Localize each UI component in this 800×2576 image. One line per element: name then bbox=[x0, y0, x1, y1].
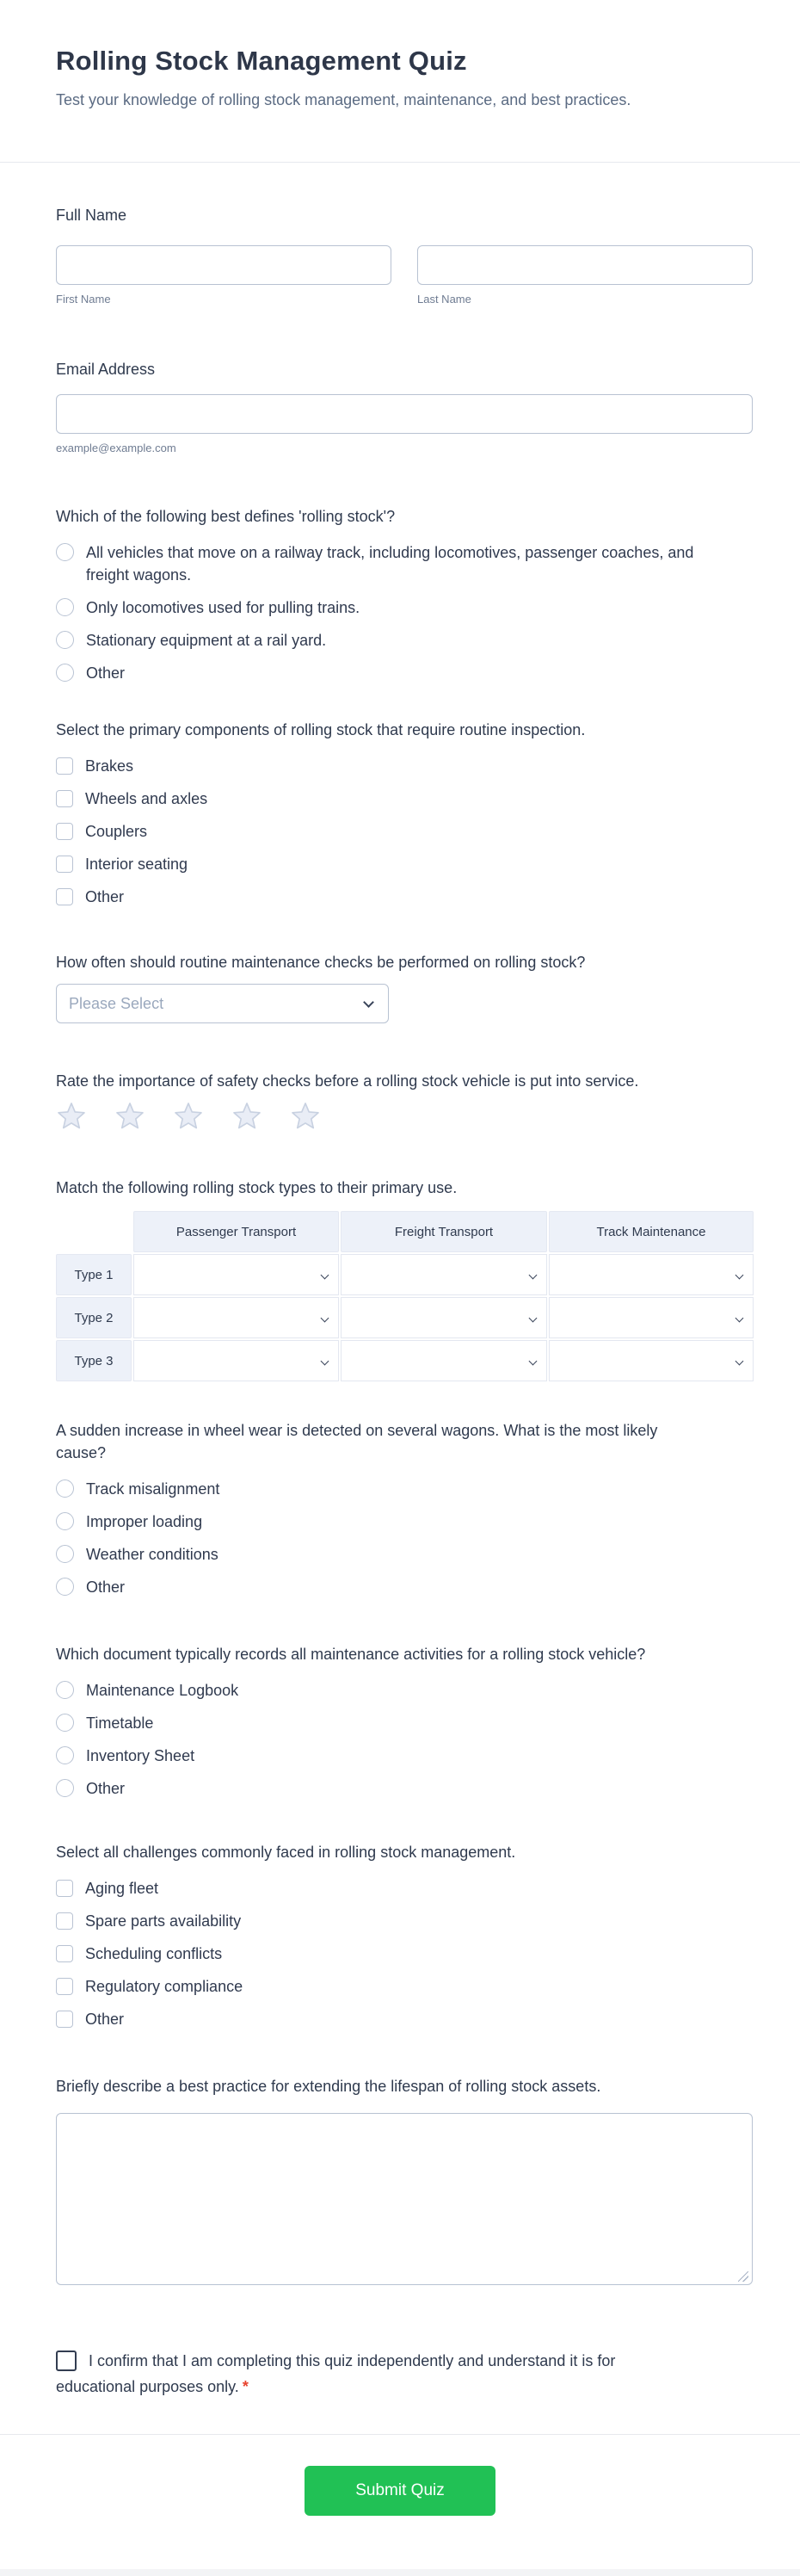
checkbox-option[interactable]: Other bbox=[56, 886, 753, 908]
checkbox-icon[interactable] bbox=[56, 2011, 73, 2028]
checkbox-option[interactable]: Aging fleet bbox=[56, 1877, 753, 1900]
question-label: Rate the importance of safety checks before a rolling stock vehicle is put into service. bbox=[56, 1072, 639, 1090]
chevron-down-icon bbox=[529, 1271, 538, 1280]
question-label: How often should routine maintenance checks be performed on rolling stock? bbox=[56, 954, 586, 971]
form-body bbox=[0, 204, 800, 2400]
checkbox-option-list bbox=[56, 755, 753, 908]
question-management-challenges bbox=[56, 1841, 753, 2030]
chevron-down-icon bbox=[529, 1314, 538, 1323]
checkbox-option[interactable]: Other bbox=[56, 2008, 753, 2030]
form-header bbox=[0, 0, 800, 110]
radio-button-icon[interactable] bbox=[56, 598, 74, 616]
first-name-input[interactable] bbox=[56, 245, 391, 285]
email-input[interactable] bbox=[56, 394, 753, 434]
question-components-inspection bbox=[56, 719, 753, 908]
matrix-column-header: Passenger Transport bbox=[133, 1211, 339, 1252]
checkbox-icon[interactable] bbox=[56, 888, 73, 905]
radio-button-icon[interactable] bbox=[56, 1578, 74, 1596]
confirm-label: I confirm that I am completing this quiz independently and understand it is for educational purposes only. bbox=[56, 2352, 616, 2395]
chevron-down-icon bbox=[735, 1314, 744, 1323]
chevron-down-icon bbox=[735, 1357, 744, 1366]
name-fields-row bbox=[56, 245, 753, 306]
radio-button-icon[interactable] bbox=[56, 1746, 74, 1764]
question-match-types bbox=[56, 1177, 753, 1381]
matrix-cell-select[interactable] bbox=[341, 1297, 547, 1338]
radio-button-icon[interactable] bbox=[56, 664, 74, 682]
question-label: Match the following rolling stock types to their primary use. bbox=[56, 1179, 458, 1196]
textarea-wrap bbox=[56, 2113, 753, 2289]
checkbox-icon[interactable] bbox=[56, 1880, 73, 1897]
matrix-table bbox=[56, 1211, 752, 1381]
checkbox-icon[interactable] bbox=[56, 757, 73, 775]
checkbox-icon[interactable] bbox=[56, 856, 73, 873]
checkbox-option[interactable]: Couplers bbox=[56, 820, 753, 843]
best-practice-textarea[interactable] bbox=[56, 2113, 753, 2285]
checkbox-option[interactable]: Scheduling conflicts bbox=[56, 1943, 753, 1965]
radio-option[interactable]: Maintenance Logbook bbox=[56, 1679, 753, 1702]
radio-button-icon[interactable] bbox=[56, 1480, 74, 1498]
first-name-sublabel: First Name bbox=[56, 293, 111, 306]
checkbox-icon[interactable] bbox=[56, 1978, 73, 1995]
star-icon[interactable] bbox=[114, 1101, 145, 1132]
last-name-col bbox=[417, 245, 753, 306]
page-subtitle: Test your knowledge of rolling stock management, maintenance, and best practices. bbox=[56, 91, 631, 108]
question-best-practice bbox=[56, 2075, 753, 2289]
submit-button[interactable]: Submit Quiz bbox=[305, 2466, 495, 2516]
radio-option[interactable]: Other bbox=[56, 662, 753, 684]
chevron-down-icon bbox=[363, 997, 374, 1008]
last-name-sublabel: Last Name bbox=[417, 293, 471, 306]
confirmation-row bbox=[56, 2348, 658, 2400]
radio-option[interactable]: Track misalignment bbox=[56, 1478, 753, 1500]
last-name-input[interactable] bbox=[417, 245, 753, 285]
checkbox-icon[interactable] bbox=[56, 823, 73, 840]
question-label: Which document typically records all maintenance activities for a rolling stock vehicle? bbox=[56, 1646, 646, 1663]
radio-button-icon[interactable] bbox=[56, 1714, 74, 1732]
full-name-label: Full Name bbox=[56, 207, 127, 224]
radio-option[interactable]: Inventory Sheet bbox=[56, 1745, 753, 1767]
radio-option[interactable]: Weather conditions bbox=[56, 1543, 753, 1566]
question-maintenance-frequency bbox=[56, 951, 753, 1023]
radio-option-list bbox=[56, 1478, 753, 1598]
radio-button-icon[interactable] bbox=[56, 1681, 74, 1699]
checkbox-option[interactable]: Wheels and axles bbox=[56, 788, 753, 810]
select-placeholder: Please Select bbox=[69, 995, 164, 1012]
matrix-cell-select[interactable] bbox=[341, 1340, 547, 1381]
matrix-row-header: Type 3 bbox=[56, 1340, 132, 1381]
question-label: A sudden increase in wheel wear is detected on several wagons. What is the most likely cause? bbox=[56, 1422, 658, 1461]
checkbox-icon[interactable] bbox=[56, 1912, 73, 1930]
matrix-cell-select[interactable] bbox=[341, 1254, 547, 1295]
resize-handle-icon[interactable] bbox=[738, 2271, 748, 2282]
page-bottom-strip bbox=[0, 2569, 800, 2576]
question-label: Select the primary components of rolling stock that require routine inspection. bbox=[56, 721, 586, 738]
matrix-cell-select[interactable] bbox=[549, 1254, 754, 1295]
radio-button-icon[interactable] bbox=[56, 1779, 74, 1797]
star-icon[interactable] bbox=[290, 1101, 321, 1132]
checkbox-icon[interactable] bbox=[56, 790, 73, 807]
chevron-down-icon bbox=[321, 1271, 329, 1280]
matrix-cell-select[interactable] bbox=[133, 1254, 339, 1295]
chevron-down-icon bbox=[735, 1271, 744, 1280]
maintenance-frequency-select[interactable] bbox=[56, 984, 389, 1023]
checkbox-option[interactable]: Regulatory compliance bbox=[56, 1975, 753, 1998]
confirm-checkbox[interactable] bbox=[56, 2351, 77, 2371]
matrix-cell-select[interactable] bbox=[549, 1297, 754, 1338]
matrix-corner bbox=[56, 1211, 132, 1252]
star-icon[interactable] bbox=[173, 1101, 204, 1132]
radio-option[interactable]: Improper loading bbox=[56, 1510, 753, 1533]
question-safety-rating bbox=[56, 1070, 753, 1132]
question-rolling-stock-definition bbox=[56, 505, 753, 684]
radio-option[interactable]: Stationary equipment at a rail yard. bbox=[56, 629, 753, 652]
matrix-cell-select[interactable] bbox=[549, 1340, 754, 1381]
radio-option[interactable]: Only locomotives used for pulling trains. bbox=[56, 596, 753, 619]
radio-option[interactable]: Timetable bbox=[56, 1712, 753, 1734]
radio-button-icon[interactable] bbox=[56, 1512, 74, 1530]
matrix-cell-select[interactable] bbox=[133, 1340, 339, 1381]
radio-option[interactable]: All vehicles that move on a railway track, including locomotives, passenger coaches, and freight wagons. bbox=[56, 541, 753, 586]
radio-option[interactable]: Other bbox=[56, 1777, 753, 1800]
star-icon[interactable] bbox=[231, 1101, 262, 1132]
checkbox-option[interactable]: Interior seating bbox=[56, 853, 753, 875]
matrix-row-header: Type 2 bbox=[56, 1297, 132, 1338]
question-label: Briefly describe a best practice for extending the lifespan of rolling stock assets. bbox=[56, 2078, 601, 2095]
question-full-name bbox=[56, 204, 753, 306]
chevron-down-icon bbox=[321, 1357, 329, 1366]
matrix-row-header: Type 1 bbox=[56, 1254, 132, 1295]
chevron-down-icon bbox=[529, 1357, 538, 1366]
radio-option-list bbox=[56, 541, 753, 684]
question-label: Which of the following best defines 'rolling stock'? bbox=[56, 508, 396, 525]
checkbox-option[interactable]: Brakes bbox=[56, 755, 753, 777]
header-divider bbox=[0, 162, 800, 163]
question-wheel-wear-cause bbox=[56, 1419, 753, 1598]
radio-button-icon[interactable] bbox=[56, 543, 74, 561]
question-label: Select all challenges commonly faced in rolling stock management. bbox=[56, 1844, 516, 1861]
email-sublabel: example@example.com bbox=[56, 442, 176, 454]
checkbox-option[interactable]: Spare parts availability bbox=[56, 1910, 753, 1932]
chevron-down-icon bbox=[321, 1314, 329, 1323]
question-maintenance-document bbox=[56, 1643, 753, 1800]
radio-button-icon[interactable] bbox=[56, 631, 74, 649]
checkbox-icon[interactable] bbox=[56, 1945, 73, 1962]
email-label: Email Address bbox=[56, 361, 156, 378]
required-asterisk: * bbox=[242, 2378, 249, 2395]
radio-option-list bbox=[56, 1679, 753, 1800]
radio-option[interactable]: Other bbox=[56, 1576, 753, 1598]
question-email bbox=[56, 358, 753, 455]
radio-button-icon[interactable] bbox=[56, 1545, 74, 1563]
star-icon[interactable] bbox=[56, 1101, 87, 1132]
matrix-column-header: Freight Transport bbox=[341, 1211, 547, 1252]
first-name-col bbox=[56, 245, 391, 306]
rating-stars bbox=[56, 1101, 753, 1132]
submit-area bbox=[0, 2435, 800, 2516]
checkbox-option-list bbox=[56, 1877, 753, 2030]
page-title: Rolling Stock Management Quiz bbox=[56, 46, 467, 76]
matrix-cell-select[interactable] bbox=[133, 1297, 339, 1338]
matrix-column-header: Track Maintenance bbox=[549, 1211, 754, 1252]
